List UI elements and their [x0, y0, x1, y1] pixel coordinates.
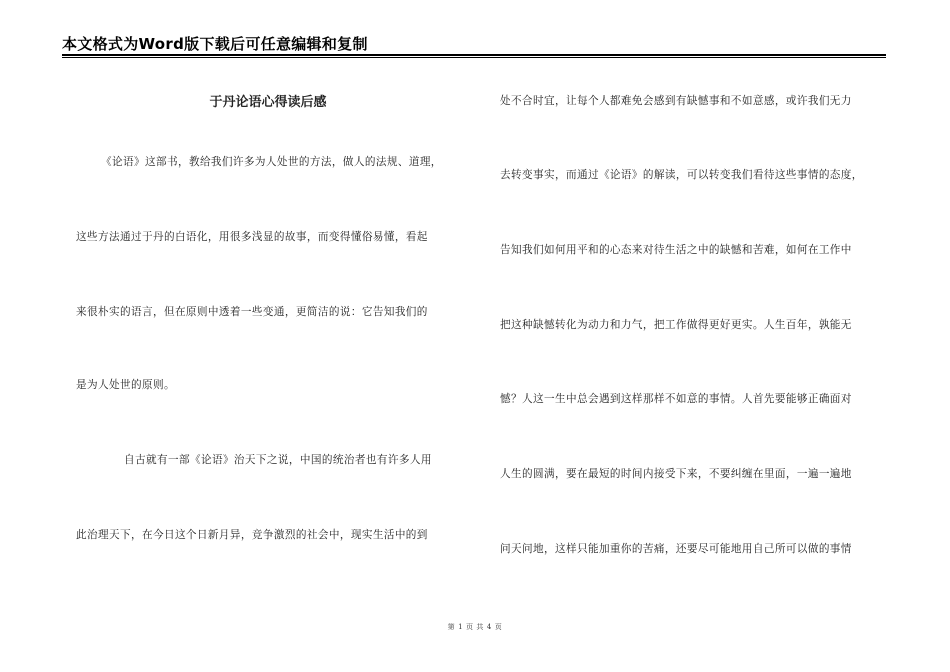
- header-rule-thick: [62, 54, 886, 56]
- article-title: 于丹论语心得读后感: [209, 95, 327, 110]
- left-line-2: 这些方法通过于丹的白语化，用很多浅显的故事，而变得懂俗易懂，看起: [76, 231, 428, 243]
- right-line-7: 问天问地，这样只能加重你的苦痛，还要尽可能地用自己所可以做的事情: [500, 543, 852, 555]
- right-line-3: 告知我们如何用平和的心态来对待生活之中的缺憾和苦难，如何在工作中: [500, 244, 852, 256]
- right-line-1: 处不合时宜，让每个人都难免会感到有缺憾事和不如意感，或许我们无力: [500, 95, 852, 107]
- right-line-5: 憾？人这一生中总会遇到这样那样不如意的事情。人首先要能够正确面对: [500, 393, 852, 405]
- left-line-6: 此治理天下，在今日这个日新月异，竞争激烈的社会中，现实生活中的到: [76, 529, 428, 541]
- left-line-5: 自古就有一部《论语》治天下之说，中国的统治者也有许多人用: [124, 454, 432, 466]
- document-header: 本文格式为Word版下载后可任意编辑和复制: [62, 35, 368, 53]
- left-line-4: 是为人处世的原则。: [76, 379, 175, 391]
- right-line-4: 把这种缺憾转化为动力和力气，把工作做得更好更实。人生百年，孰能无: [500, 319, 852, 331]
- left-line-3: 来很朴实的语言，但在原则中透着一些变通，更简洁的说：它告知我们的: [76, 306, 428, 318]
- right-line-6: 人生的圆满，要在最短的时间内接受下来，不要纠缠在里面，一遍一遍地: [500, 468, 852, 480]
- left-line-1: 《论语》这部书，教给我们许多为人处世的方法，做人的法规、道理，: [101, 156, 442, 168]
- header-rule-thin: [62, 57, 886, 58]
- right-line-2: 去转变事实，而通过《论语》的解读，可以转变我们看待这些事情的态度，: [500, 169, 863, 181]
- page-number-footer: 第 1 页 共 4 页: [447, 623, 503, 631]
